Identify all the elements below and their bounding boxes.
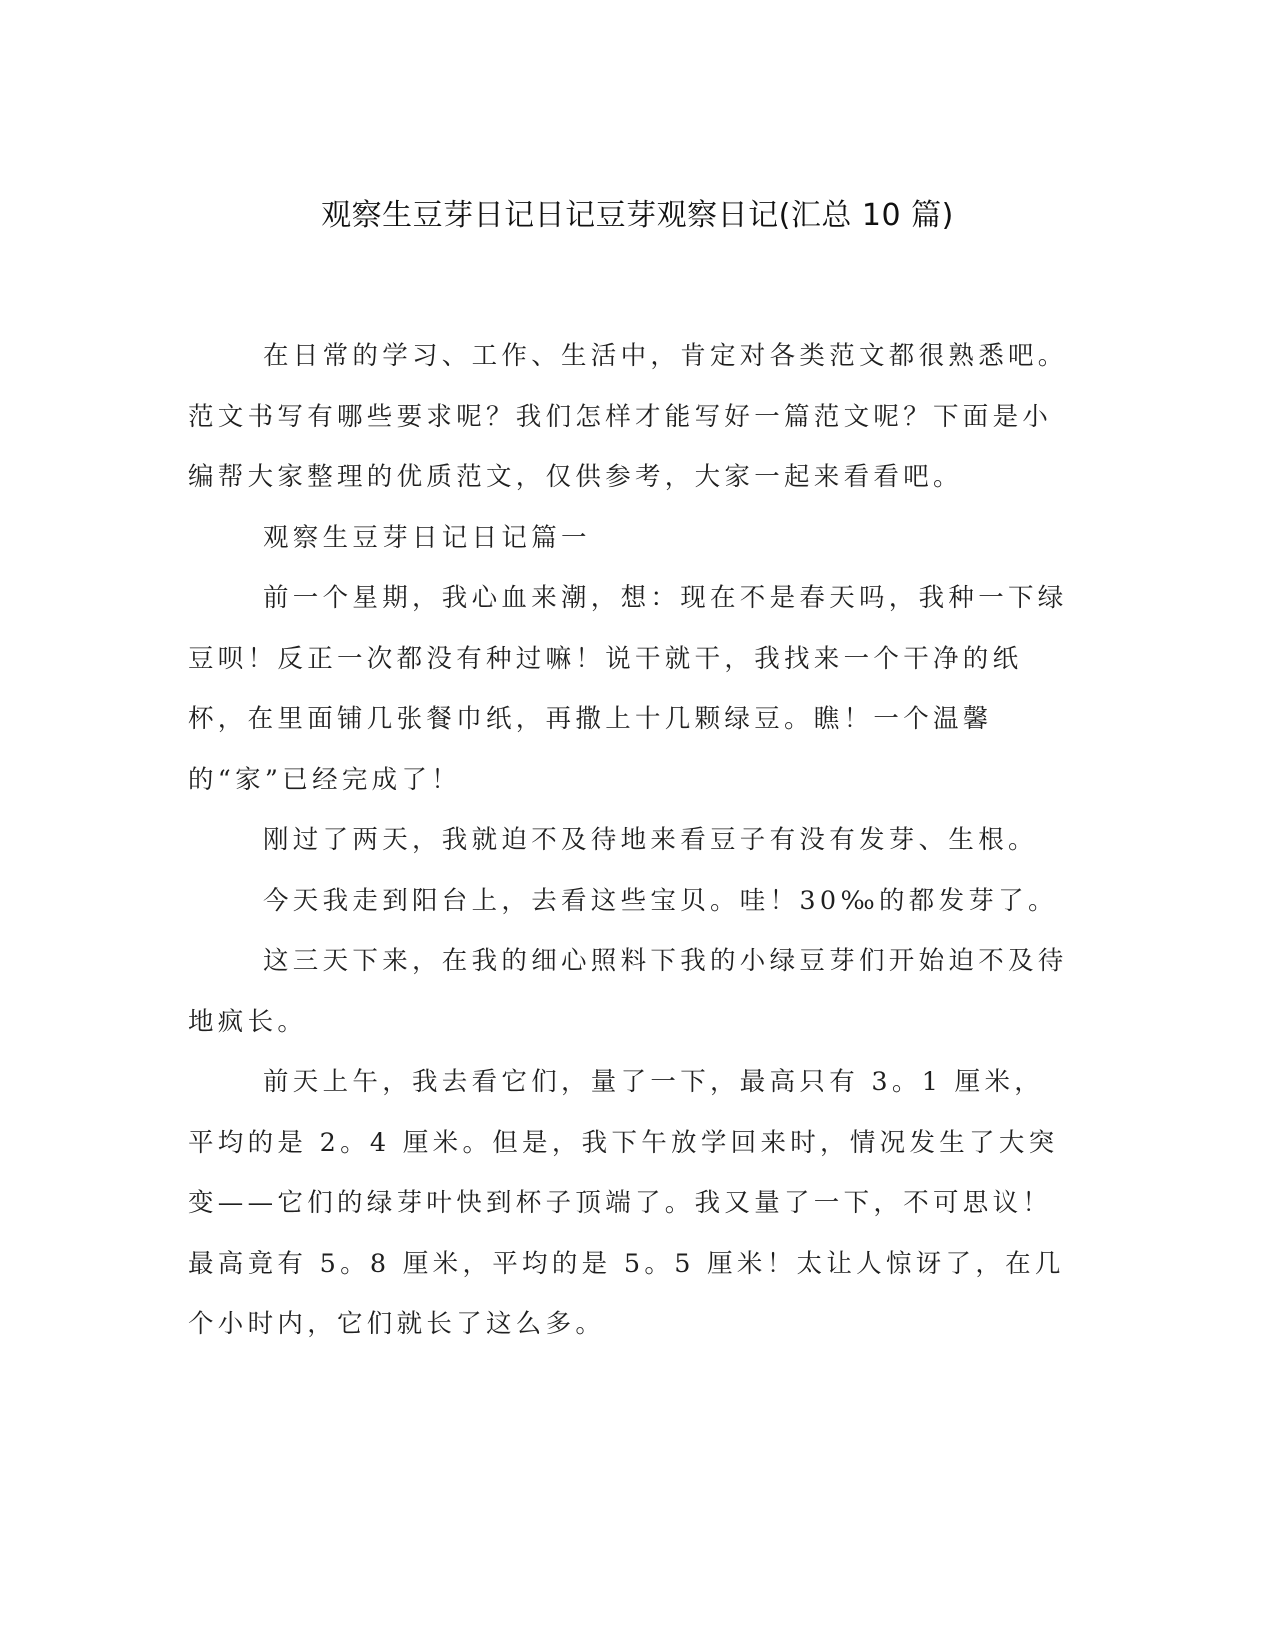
body-paragraph: 今天我走到阳台上，去看这些宝贝。哇！30‰的都发芽了。 xyxy=(263,885,1058,916)
intro-paragraph: 在日常的学习、工作、生活中，肯定对各类范文都很熟悉吧。范文书写有哪些要求呢？我们怎样才能写好一篇范文呢？下面是小编帮大家整理的优质范文，仅供参考，大家一起来看看吧。 xyxy=(188,341,1068,492)
document-body xyxy=(188,326,1068,1355)
document-title: 观察生豆芽日记日记豆芽观察日记(汇总 10 篇) xyxy=(321,198,954,233)
body-paragraph: 前一个星期，我心血来潮，想：现在不是春天吗，我种一下绿豆呗！反正一次都没有种过嘛！说干就干，我找来一个干净的纸杯，在里面铺几张餐巾纸，再撒上十几颗绿豆。瞧！一个温馨的“家”已经完成了！ xyxy=(188,583,1068,795)
section-heading: 观察生豆芽日记日记篇一 xyxy=(263,522,591,553)
body-paragraph: 前天上午，我去看它们，量了一下，最高只有 3。1 厘米，平均的是 2。4 厘米。但是，我下午放学回来时，情况发生了大突变——它们的绿芽叶快到杯子顶端了。我又量了一下，不可思议！最高竟有 5。8 厘米，平均的是 5。5 厘米！太让人惊讶了，在几个小时内，它们就长了这么多。 xyxy=(188,1067,1065,1339)
body-paragraph: 刚过了两天，我就迫不及待地来看豆子有没有发芽、生根。 xyxy=(263,825,1038,855)
body-paragraph: 这三天下来，在我的细心照料下我的小绿豆芽们开始迫不及待地疯长。 xyxy=(188,946,1068,1037)
